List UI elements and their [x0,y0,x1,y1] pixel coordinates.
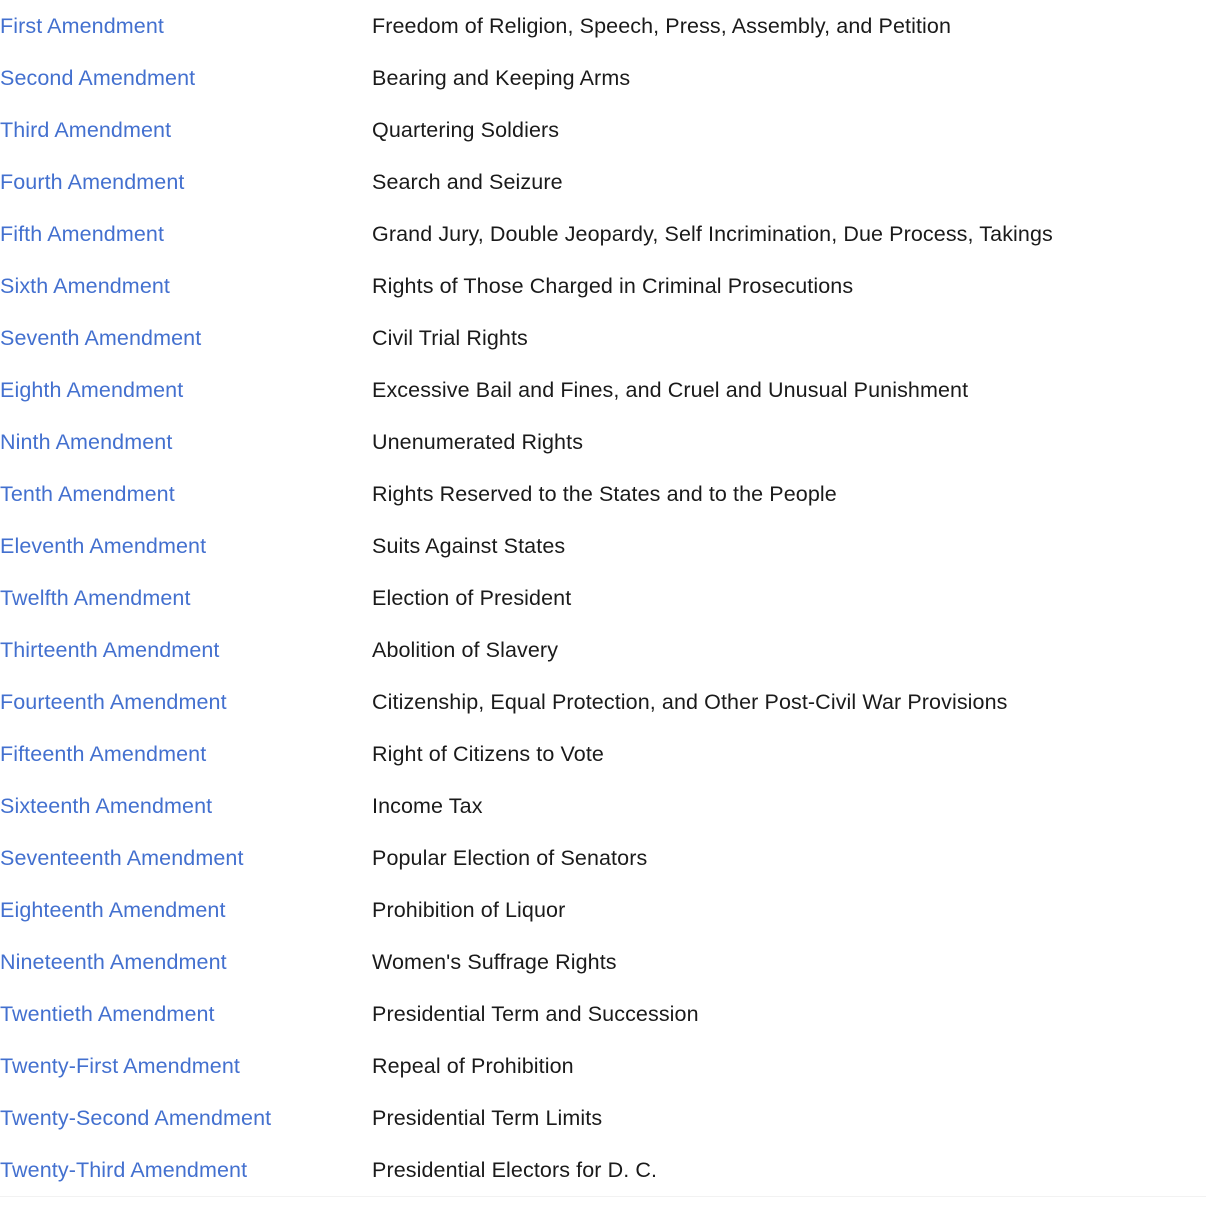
amendment-link[interactable]: Eighteenth Amendment [0,897,226,922]
table-bottom-divider [0,1196,1206,1197]
amendment-subject-text: Citizenship, Equal Protection, and Other Post-Civil War Provisions [372,689,1008,714]
amendment-subject-cell [372,572,1206,624]
table-row [0,780,1206,832]
table-row [0,728,1206,780]
amendment-subject-text: Rights Reserved to the States and to the People [372,481,837,506]
table-row [0,832,1206,884]
amendment-name-cell [0,728,372,780]
amendment-subject-cell [372,104,1206,156]
amendment-link[interactable]: Twentieth Amendment [0,1001,215,1026]
amendment-subject-text: Right of Citizens to Vote [372,741,604,766]
table-row [0,572,1206,624]
amendment-name-cell [0,0,372,52]
amendment-subject-text: Suits Against States [372,533,566,558]
table-row [0,1144,1206,1196]
amendment-subject-cell [372,312,1206,364]
amendment-name-cell [0,572,372,624]
amendment-link[interactable]: Nineteenth Amendment [0,949,227,974]
amendment-subject-cell [372,1092,1206,1144]
amendment-subject-text: Search and Seizure [372,169,563,194]
table-row [0,988,1206,1040]
amendment-subject-text: Presidential Term Limits [372,1105,603,1130]
table-row [0,676,1206,728]
table-row [0,624,1206,676]
amendment-subject-text: Rights of Those Charged in Criminal Prosecutions [372,273,854,298]
amendment-subject-cell [372,988,1206,1040]
amendment-name-cell [0,936,372,988]
amendment-subject-cell [372,364,1206,416]
table-row [0,468,1206,520]
table-row [0,260,1206,312]
amendment-subject-text: Excessive Bail and Fines, and Cruel and Unusual Punishment [372,377,969,402]
table-row [0,0,1206,52]
amendment-name-cell [0,884,372,936]
amendment-name-cell [0,312,372,364]
amendment-link[interactable]: Fourteenth Amendment [0,689,227,714]
amendment-name-cell [0,1092,372,1144]
amendment-link[interactable]: Fifteenth Amendment [0,741,207,766]
amendment-subject-cell [372,156,1206,208]
amendment-subject-text: Income Tax [372,793,483,818]
amendment-link[interactable]: Twenty-Second Amendment [0,1105,272,1130]
amendment-subject-cell [372,780,1206,832]
amendment-subject-cell [372,936,1206,988]
amendment-name-cell [0,468,372,520]
amendment-subject-cell [372,520,1206,572]
table-row [0,52,1206,104]
amendment-name-cell [0,364,372,416]
amendment-name-cell [0,988,372,1040]
amendment-name-cell [0,104,372,156]
amendment-name-cell [0,520,372,572]
table-row [0,208,1206,260]
amendment-subject-cell [372,1040,1206,1092]
amendment-link[interactable]: Eighth Amendment [0,377,184,402]
amendment-link[interactable]: Fourth Amendment [0,169,185,194]
amendment-subject-text: Popular Election of Senators [372,845,648,870]
amendment-subject-cell [372,468,1206,520]
table-row [0,156,1206,208]
amendment-link[interactable]: Thirteenth Amendment [0,637,220,662]
amendment-subject-cell [372,884,1206,936]
table-row [0,104,1206,156]
amendment-subject-text: Freedom of Religion, Speech, Press, Assembly, and Petition [372,13,952,38]
amendment-link[interactable]: Sixth Amendment [0,273,171,298]
amendment-link[interactable]: First Amendment [0,13,164,38]
amendment-subject-cell [372,52,1206,104]
amendment-subject-text: Quartering Soldiers [372,117,560,142]
table-row [0,1092,1206,1144]
amendment-subject-cell [372,260,1206,312]
amendment-subject-text: Bearing and Keeping Arms [372,65,631,90]
amendment-name-cell [0,676,372,728]
amendment-subject-cell [372,0,1206,52]
amendment-name-cell [0,260,372,312]
amendment-subject-cell [372,624,1206,676]
amendment-name-cell [0,1040,372,1092]
amendment-subject-text: Women's Suffrage Rights [372,949,617,974]
amendment-link[interactable]: Eleventh Amendment [0,533,207,558]
amendment-name-cell [0,780,372,832]
table-row [0,312,1206,364]
table-row [0,416,1206,468]
amendment-link[interactable]: Fifth Amendment [0,221,165,246]
amendment-link[interactable]: Tenth Amendment [0,481,175,506]
amendment-link[interactable]: Twenty-Third Amendment [0,1157,248,1182]
amendment-subject-text: Presidential Electors for D. C. [372,1157,658,1182]
amendment-link[interactable]: Seventh Amendment [0,325,202,350]
amendment-name-cell [0,1144,372,1196]
table-row [0,364,1206,416]
amendment-subject-cell [372,416,1206,468]
amendment-name-cell [0,52,372,104]
amendment-link[interactable]: Seventeenth Amendment [0,845,244,870]
amendment-name-cell [0,416,372,468]
amendment-link[interactable]: Third Amendment [0,117,172,142]
amendment-subject-cell [372,728,1206,780]
amendment-subject-text: Election of President [372,585,572,610]
amendment-subject-text: Abolition of Slavery [372,637,559,662]
amendment-name-cell [0,832,372,884]
amendment-subject-cell [372,832,1206,884]
table-row [0,520,1206,572]
amendment-link[interactable]: Twelfth Amendment [0,585,191,610]
amendment-name-cell [0,624,372,676]
amendment-subject-text: Civil Trial Rights [372,325,528,350]
amendment-link[interactable]: Second Amendment [0,65,196,90]
amendment-subject-cell [372,1144,1206,1196]
amendment-subject-text: Unenumerated Rights [372,429,584,454]
amendment-link[interactable]: Sixteenth Amendment [0,793,213,818]
amendment-link[interactable]: Twenty-First Amendment [0,1053,240,1078]
table-row [0,1040,1206,1092]
amendment-name-cell [0,208,372,260]
amendment-subject-text: Repeal of Prohibition [372,1053,574,1078]
amendment-subject-cell [372,208,1206,260]
table-row [0,884,1206,936]
amendment-link[interactable]: Ninth Amendment [0,429,173,454]
amendment-subject-text: Presidential Term and Succession [372,1001,699,1026]
table-row [0,936,1206,988]
amendment-subject-text: Prohibition of Liquor [372,897,566,922]
amendment-subject-text: Grand Jury, Double Jeopardy, Self Incrimination, Due Process, Takings [372,221,1053,246]
amendment-subject-cell [372,676,1206,728]
amendment-name-cell [0,156,372,208]
